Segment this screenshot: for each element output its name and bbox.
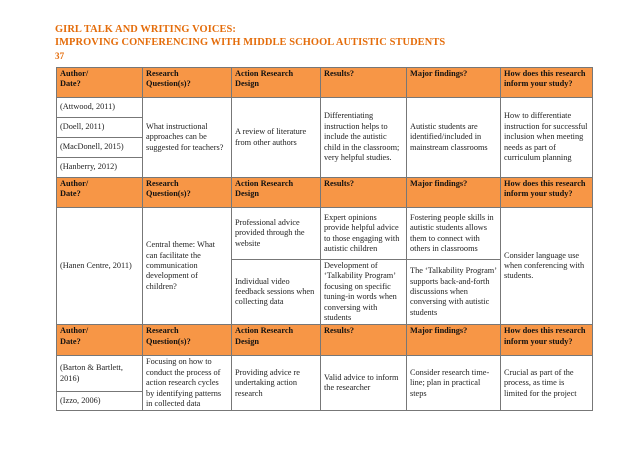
author-cell: (MacDonell, 2015): [57, 138, 143, 158]
table-row: [57, 208, 593, 260]
results-cell: Valid advice to inform the researcher: [321, 356, 407, 411]
design-cell: Providing advice re undertaking action research: [232, 356, 321, 411]
results-cell: Expert opinions provide helpful advice to those engaging with autistic children: [321, 208, 407, 260]
results-cell: Development of ‘Talkability Program’ focusing on specific tuning-in words when conversing with students: [321, 260, 407, 325]
author-cell: (Hanen Centre, 2011): [57, 208, 143, 325]
author-cell: (Izzo, 2006): [57, 391, 143, 411]
col-header-design: Action Research Design: [232, 325, 321, 356]
col-header-inform: How does this research inform your study?: [501, 68, 593, 98]
design-cell: A review of literature from other authors: [232, 98, 321, 178]
col-header-inform: How does this research inform your study?: [501, 178, 593, 208]
table-row: [57, 356, 593, 391]
author-cell: (Doell, 2011): [57, 118, 143, 138]
document-title-line1: GIRL TALK AND WRITING VOICES:: [55, 24, 236, 35]
question-cell: Central theme: What can facilitate the communication development of children?: [143, 208, 232, 325]
col-header-design: Action Research Design: [232, 68, 321, 98]
author-cell: (Barton & Bartlett, 2016): [57, 356, 143, 391]
table-header-row: [57, 68, 593, 98]
findings-cell: Fostering people skills in autistic students allows them to connect with others in classrooms: [407, 208, 501, 260]
author-cell: (Attwood, 2011): [57, 98, 143, 118]
question-cell: Focusing on how to conduct the process of action research cycles by identifying patterns in collected data: [143, 356, 232, 411]
col-header-author: Author/ Date?: [57, 325, 143, 356]
literature-review-table: [56, 67, 593, 411]
findings-cell: The ‘Talkability Program’ supports back-and-forth discussions when conversing with autistic students: [407, 260, 501, 325]
col-header-question: Research Question(s)?: [143, 325, 232, 356]
col-header-design: Action Research Design: [232, 178, 321, 208]
inform-cell: Crucial as part of the process, as time is limited for the project: [501, 356, 593, 411]
findings-cell: Consider research time-line; plan in practical steps: [407, 356, 501, 411]
table-header-row: [57, 325, 593, 356]
col-header-question: Research Question(s)?: [143, 68, 232, 98]
design-cell: Professional advice provided through the website: [232, 208, 321, 260]
design-cell: Individual video feedback sessions when collecting data: [232, 260, 321, 325]
col-header-results: Results?: [321, 178, 407, 208]
question-cell: What instructional approaches can be suggested for teachers?: [143, 98, 232, 178]
col-header-findings: Major findings?: [407, 68, 501, 98]
col-header-author: Author/ Date?: [57, 68, 143, 98]
col-header-results: Results?: [321, 325, 407, 356]
results-cell: Differentiating instruction helps to include the autistic child in the classroom; very helpful studies.: [321, 98, 407, 178]
col-header-findings: Major findings?: [407, 178, 501, 208]
author-cell: (Hanberry, 2012): [57, 158, 143, 178]
inform-cell: Consider language use when conferencing with students.: [501, 208, 593, 325]
page-number: 37: [55, 51, 65, 61]
document-title-line2: IMPROVING CONFERENCING WITH MIDDLE SCHOOL AUTISTIC STUDENTS: [55, 37, 446, 48]
col-header-inform: How does this research inform your study?: [501, 325, 593, 356]
col-header-author: Author/ Date?: [57, 178, 143, 208]
findings-cell: Autistic students are identified/included in mainstream classrooms: [407, 98, 501, 178]
col-header-results: Results?: [321, 68, 407, 98]
col-header-findings: Major findings?: [407, 325, 501, 356]
inform-cell: How to differentiate instruction for successful inclusion when meeting needs as part of curriculum planning: [501, 98, 593, 178]
table-row: [57, 98, 593, 118]
table-header-row: [57, 178, 593, 208]
col-header-question: Research Question(s)?: [143, 178, 232, 208]
